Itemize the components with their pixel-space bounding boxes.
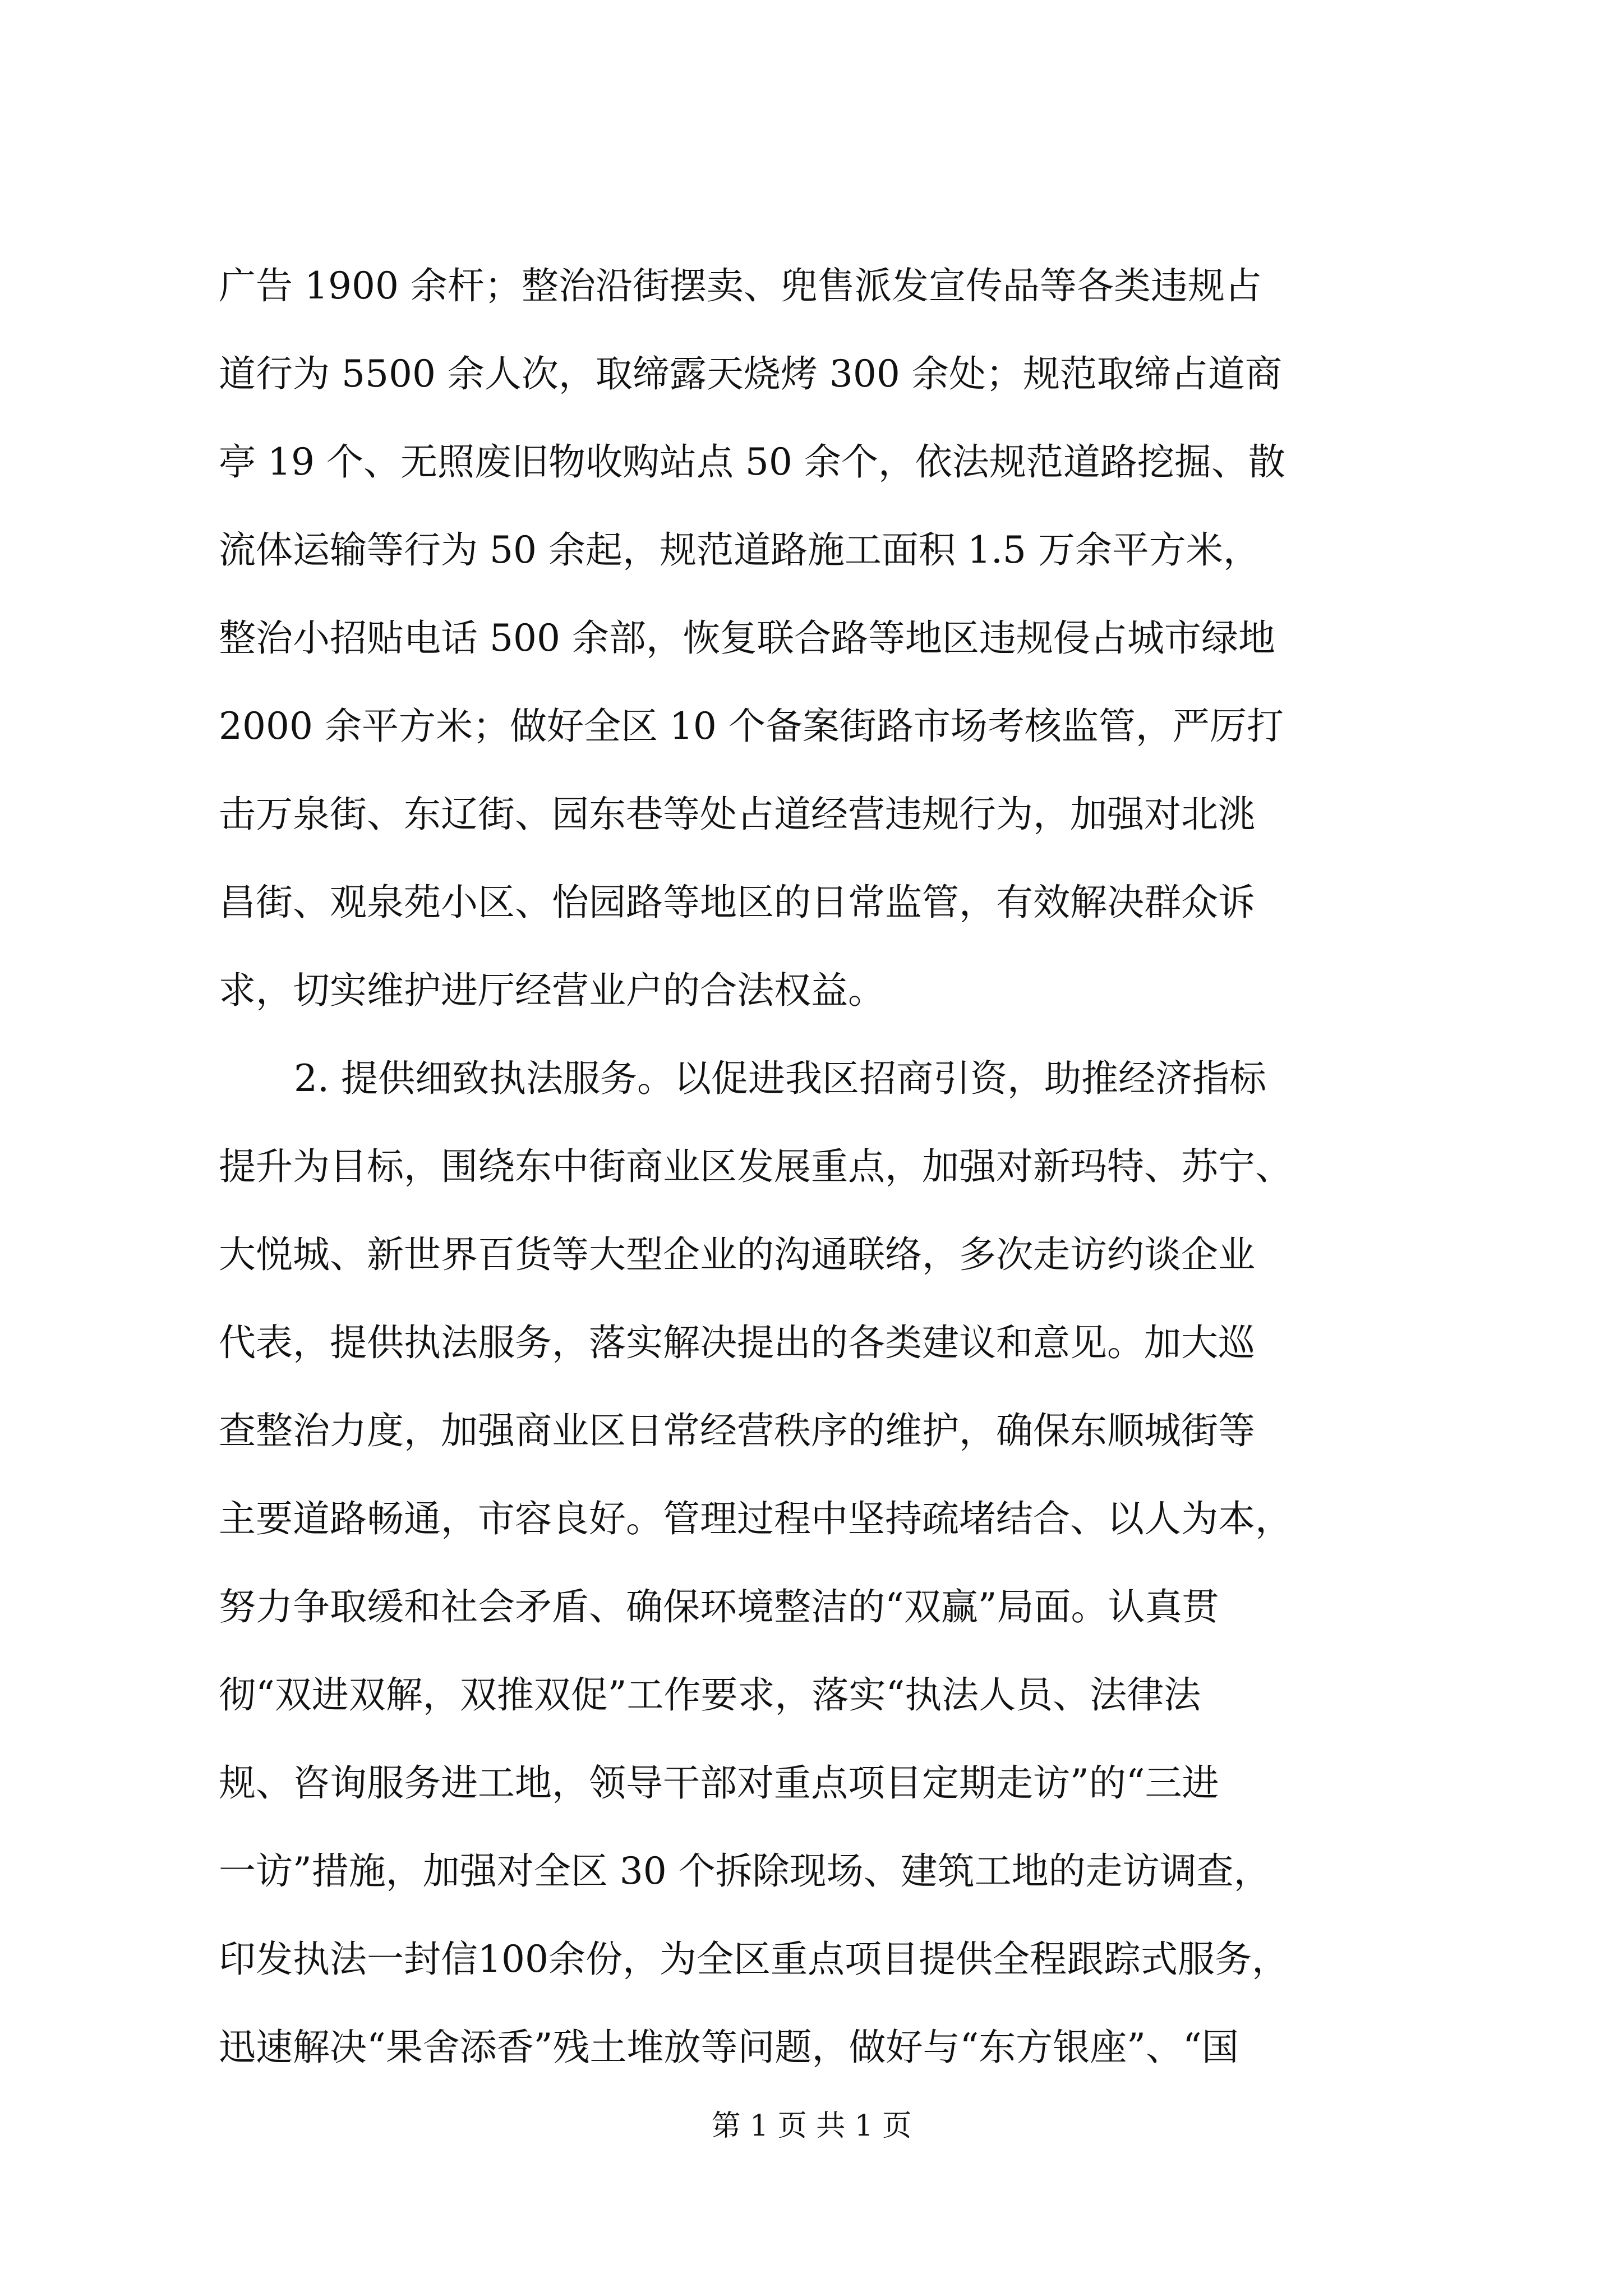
text-line: 大悦城、新世界百货等大型企业的沟通联络，多次走访约谈企业: [219, 1233, 1255, 1276]
text-line: 提升为目标，围绕东中街商业区发展重点，加强对新玛特、苏宁、: [219, 1145, 1292, 1188]
text-line: 印发执法一封信100余份，为全区重点项目提供全程跟踪式服务，: [219, 1938, 1289, 1981]
text-line: 击万泉街、东辽街、园东巷等处占道经营违规行为，加强对北洮: [219, 793, 1255, 836]
text-line: 查整治力度，加强商业区日常经营秩序的维护，确保东顺城街等: [219, 1409, 1255, 1452]
text-line: 道行为 5500 余人次，取缔露天烧烤 300 余处；规范取缔占道商: [219, 352, 1282, 395]
text-line: 一访”措施，加强对全区 30 个拆除现场、建筑工地的走访调查，: [219, 1849, 1271, 1893]
text-line: 努力争取缓和社会矛盾、确保环境整洁的“双赢”局面。认真贯: [219, 1585, 1219, 1628]
text-line: 2000 余平方米；做好全区 10 个备案街路市场考核监管，严厉打: [219, 705, 1284, 748]
text-line: 求，切实维护进厅经营业户的合法权益。: [219, 969, 885, 1012]
text-line: 彻“双进双解，双推双促”工作要求，落实“执法人员、法律法: [219, 1673, 1201, 1717]
text-line: 主要道路畅通，市容良好。管理过程中坚持疏堵结合、以人为本，: [219, 1497, 1292, 1540]
text-line: 昌街、观泉苑小区、怡园路等地区的日常监管，有效解决群众诉: [219, 881, 1255, 924]
text-line: 整治小招贴电话 500 余部，恢复联合路等地区违规侵占城市绿地: [219, 616, 1275, 660]
paragraph-first-line: 2. 提供细致执法服务。以促进我区招商引资，助推经济指标: [294, 1057, 1266, 1100]
text-line: 广告 1900 余杆；整治沿街摆卖、兜售派发宣传品等各类违规占: [219, 264, 1262, 307]
text-line: 亭 19 个、无照废旧物收购站点 50 余个，依法规范道路挖掘、散: [219, 440, 1285, 484]
page-number-footer: 第 1 页 共 1 页: [711, 2109, 912, 2143]
text-line: 迅速解决“果舍添香”残土堆放等问题，做好与“东方银座”、“国: [219, 2026, 1239, 2069]
text-line: 流体运输等行为 50 余起，规范道路施工面积 1.5 万余平方米，: [219, 528, 1260, 572]
text-line: 代表，提供执法服务，落实解决提出的各类建议和意见。加大巡: [219, 1321, 1255, 1364]
text-line: 规、咨询服务进工地，领导干部对重点项目定期走访”的“三进: [219, 1761, 1219, 1805]
